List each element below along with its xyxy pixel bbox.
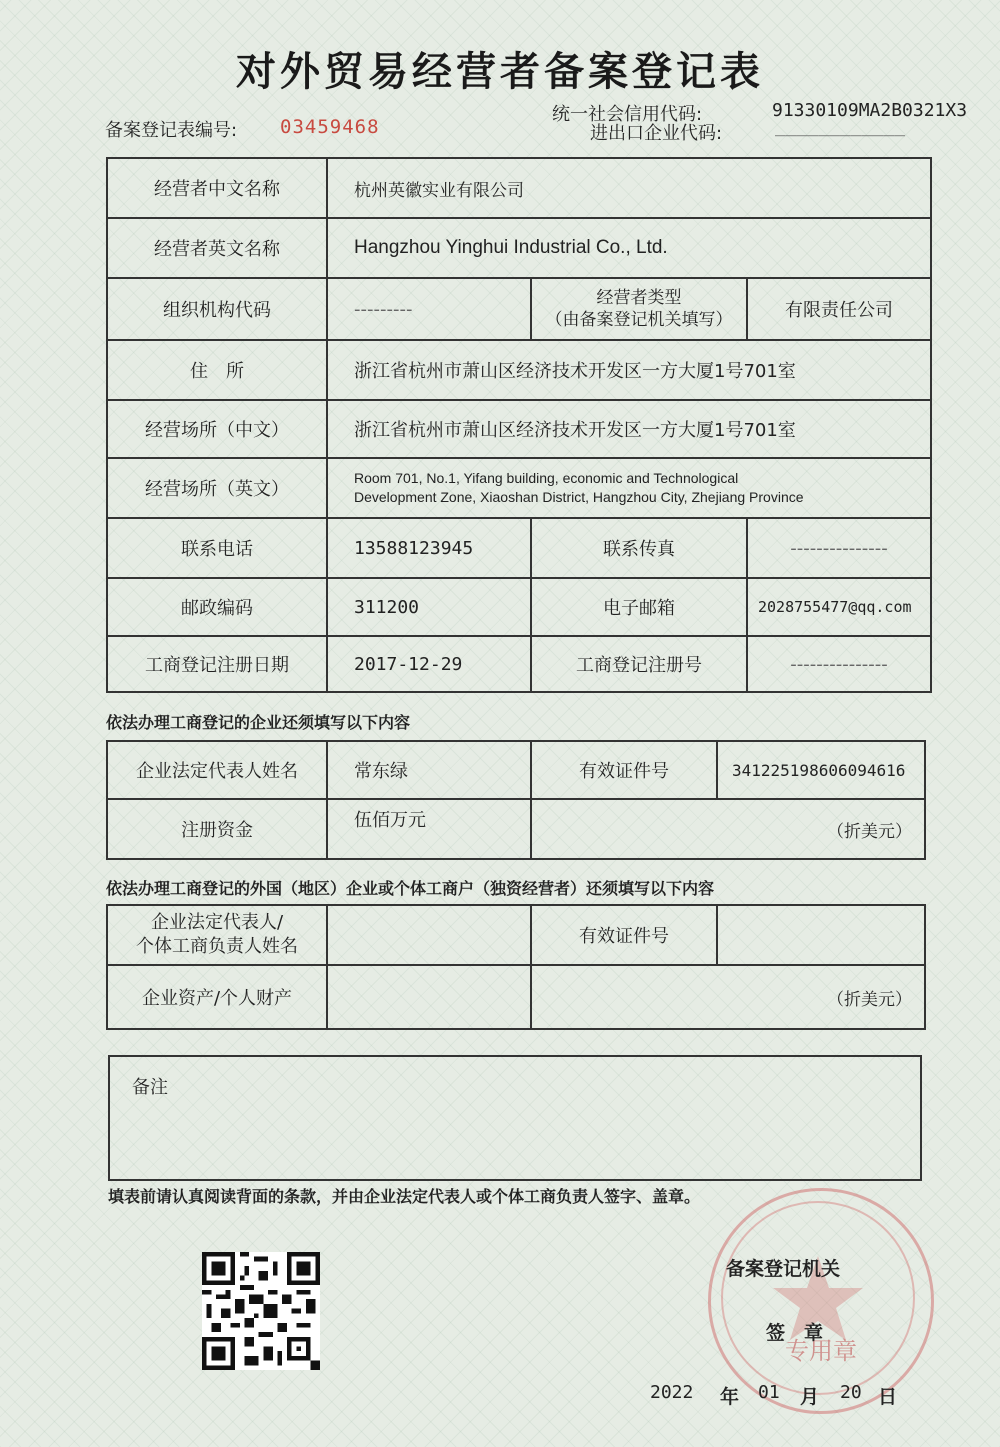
id-no-label: 有效证件号 — [531, 741, 717, 799]
foreign-rep-label — [107, 905, 327, 965]
remarks-label: 备注 — [132, 1077, 168, 1098]
form-number: 03459468 — [280, 116, 380, 138]
credit-code-label: 统一社会信用代码: — [552, 104, 703, 125]
org-code-label: 组织机构代码 — [107, 278, 327, 340]
main-info-table — [106, 157, 932, 693]
type-value: 有限责任公司 — [747, 278, 931, 340]
fax-value: --------------- — [747, 518, 931, 578]
seal-star-icon — [708, 1188, 928, 1408]
date-day-label: 日 — [878, 1386, 898, 1408]
biz-place-en-label: 经营场所（英文） — [107, 458, 327, 518]
biz-place-cn-label: 经营场所（中文） — [107, 400, 327, 458]
fax-label: 联系传真 — [531, 518, 747, 578]
section3-heading: 依法办理工商登记的外国（地区）企业或个体工商户（独资经营者）还须填写以下内容 — [106, 879, 715, 898]
reg-no-label: 工商登记注册号 — [531, 636, 747, 692]
email-label: 电子邮箱 — [531, 578, 747, 636]
address-label: 住 所 — [107, 340, 327, 400]
assets-label: 企业资产/个人财产 — [107, 965, 327, 1029]
capital-value: 伍佰万元 — [327, 799, 531, 859]
postcode-value: 311200 — [327, 578, 531, 636]
type-label-line1: 经营者类型 — [596, 288, 682, 308]
date-month: 01 — [758, 1382, 780, 1403]
type-label — [531, 278, 747, 340]
legal-rep-value: 常东绿 — [327, 741, 531, 799]
remarks-box — [109, 1056, 921, 1180]
company-rep-table — [106, 740, 926, 860]
en-name-label: 经营者英文名称 — [107, 218, 327, 278]
foreign-rep-label-line1: 企业法定代表人/ — [150, 912, 284, 933]
official-seal — [708, 1188, 934, 1414]
foreign-rep-label-line2: 个体工商负责人姓名 — [136, 936, 298, 957]
assets-usd-label: （折美元） — [531, 965, 925, 1029]
org-code-value: --------- — [327, 278, 531, 340]
remarks-table — [108, 1055, 922, 1181]
phone-value: 13588123945 — [327, 518, 531, 578]
assets-value — [327, 965, 531, 1029]
ie-code-label: 进出口企业代码: — [590, 123, 723, 144]
legal-rep-label: 企业法定代表人姓名 — [107, 741, 327, 799]
biz-place-en-line1: Room 701, No.1, Yifang building, economic and Technological — [354, 470, 739, 486]
sign-stamp-label: 签 章 — [766, 1322, 824, 1344]
biz-place-cn-value: 浙江省杭州市萧山区经济技术开发区一方大厦1号701室 — [327, 400, 931, 458]
date-year-label: 年 — [720, 1386, 740, 1408]
address-value: 浙江省杭州市萧山区经济技术开发区一方大厦1号701室 — [327, 340, 931, 400]
form-number-label: 备案登记表编号: — [105, 120, 238, 141]
qr-code — [202, 1252, 320, 1370]
foreign-rep-value — [327, 905, 531, 965]
phone-label: 联系电话 — [107, 518, 327, 578]
capital-usd-label: （折美元） — [531, 799, 925, 859]
capital-label: 注册资金 — [107, 799, 327, 859]
ie-code: ____________ — [775, 116, 906, 137]
date-month-label: 月 — [800, 1386, 820, 1408]
postcode-label: 邮政编码 — [107, 578, 327, 636]
footer-instruction: 填表前请认真阅读背面的条款，并由企业法定代表人或个体工商负责人签字、盖章。 — [108, 1187, 701, 1206]
id-no-value: 341225198606094616 — [717, 741, 925, 799]
email-value: 2028755477@qq.com — [747, 578, 931, 636]
biz-place-en-value — [327, 458, 931, 518]
reg-date-value: 2017-12-29 — [327, 636, 531, 692]
reg-date-label: 工商登记注册日期 — [107, 636, 327, 692]
credit-code: 91330109MA2B0321X3 — [772, 100, 968, 121]
date-day: 20 — [840, 1382, 862, 1403]
cn-name-label: 经营者中文名称 — [107, 158, 327, 218]
foreign-id-value — [717, 905, 925, 965]
foreign-rep-table — [106, 904, 926, 1030]
document-title: 对外贸易经营者备案登记表 — [236, 49, 764, 95]
authority-label: 备案登记机关 — [726, 1258, 841, 1280]
cn-name-value: 杭州英徽实业有限公司 — [327, 158, 931, 218]
section2-heading: 依法办理工商登记的企业还须填写以下内容 — [106, 713, 411, 732]
type-label-line2: （由备案登记机关填写） — [545, 310, 733, 330]
biz-place-en-line2: Development Zone, Xiaoshan District, Hangzhou City, Zhejiang Province — [354, 489, 804, 505]
en-name-value: Hangzhou Yinghui Industrial Co., Ltd. — [327, 218, 931, 278]
seal-text: 专用章 — [785, 1337, 857, 1365]
date-year: 2022 — [650, 1382, 694, 1403]
reg-no-value: --------------- — [747, 636, 931, 692]
foreign-id-label: 有效证件号 — [531, 905, 717, 965]
